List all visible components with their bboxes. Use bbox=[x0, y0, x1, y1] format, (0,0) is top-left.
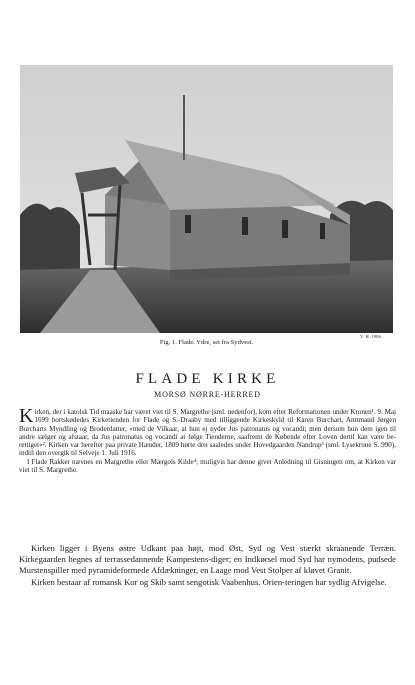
intro-line: Hovedgaarden Nandrup³ (sml. Lysekrone S. 990), indtil den overgik til Selveje 1. Juli bbox=[19, 441, 396, 458]
body-paragraph: Kirken ligger i Byens østre Udkant paa højt, mod Øst, Syd og Vest stærkt skraanende Terræn. Kirkegaarden hegnes af terrassedannende Kampestens-diger; en Indkørsel mod Syd har nymodens, pudsede Murstenspiller med pyramideformede Afdækninger, en Laage mod Vest Stolper af kløvet Granit. bbox=[19, 543, 396, 576]
page-title: FLADE KIRKE bbox=[135, 371, 280, 387]
photo-credit: V. H. 1986 bbox=[360, 334, 381, 339]
intro-line: efter Reformationen under Kronen¹. 9. Maj 1699 bortskødedes Kirketienden for bbox=[34, 408, 396, 425]
intro-line: og vocandi at følge Tienderne, saafremt de Købende efter Loven dertil kan være be- bbox=[145, 432, 396, 441]
footnote-line: I Flade Rakker nævnes en Margrethe eller Mærgols Kilde⁴; muligvis har denne givet bbox=[27, 457, 272, 466]
body-paragraph: Kirken bestaar af romansk Kor og Skib samt sengotisk Vaabenhus. Orien-teringen har sydlig Afvigelse. bbox=[31, 576, 387, 587]
intro-paragraph bbox=[19, 405, 396, 458]
footnote-line: Anledning til Gisningen om, at Kirken var viet til S. Margrethe. bbox=[19, 457, 396, 475]
page-subtitle: MORSØ NØRRE-HERRED bbox=[154, 390, 261, 399]
figure-caption: Fig. 1. Flade. Ydre, set fra Sydvest. bbox=[159, 339, 254, 346]
footnote-paragraph bbox=[19, 458, 396, 475]
intro-line: Burcharts Myndling og Broderdatter, »med de Vilkaar, at hun ej nyder Jus patronatus bbox=[19, 424, 270, 433]
intro-line: 1916. bbox=[120, 449, 137, 458]
intro-line: Flade og S.-Draaby med tilliggende Kirkeskyld til Karen Burchart, Amtmand Jørgen bbox=[143, 416, 396, 425]
drop-cap: K bbox=[19, 405, 34, 427]
figure-caption-block bbox=[20, 334, 393, 350]
church-photograph bbox=[20, 65, 393, 333]
intro-line: irken, der i katolsk Tid maaske har været viet til S. Margrethe (sml. nedenfor), kom bbox=[34, 408, 272, 416]
intro-line: rettiget«². Kirken var herefter paa private Hænder, 1809 hørte den saaledes under bbox=[19, 441, 252, 450]
intro-section bbox=[19, 405, 396, 475]
body-text bbox=[19, 543, 396, 588]
intro-line: og vocandi; men dersom hun dem igen til andre sælger og afstaar, da Jus patronatus bbox=[19, 424, 396, 441]
